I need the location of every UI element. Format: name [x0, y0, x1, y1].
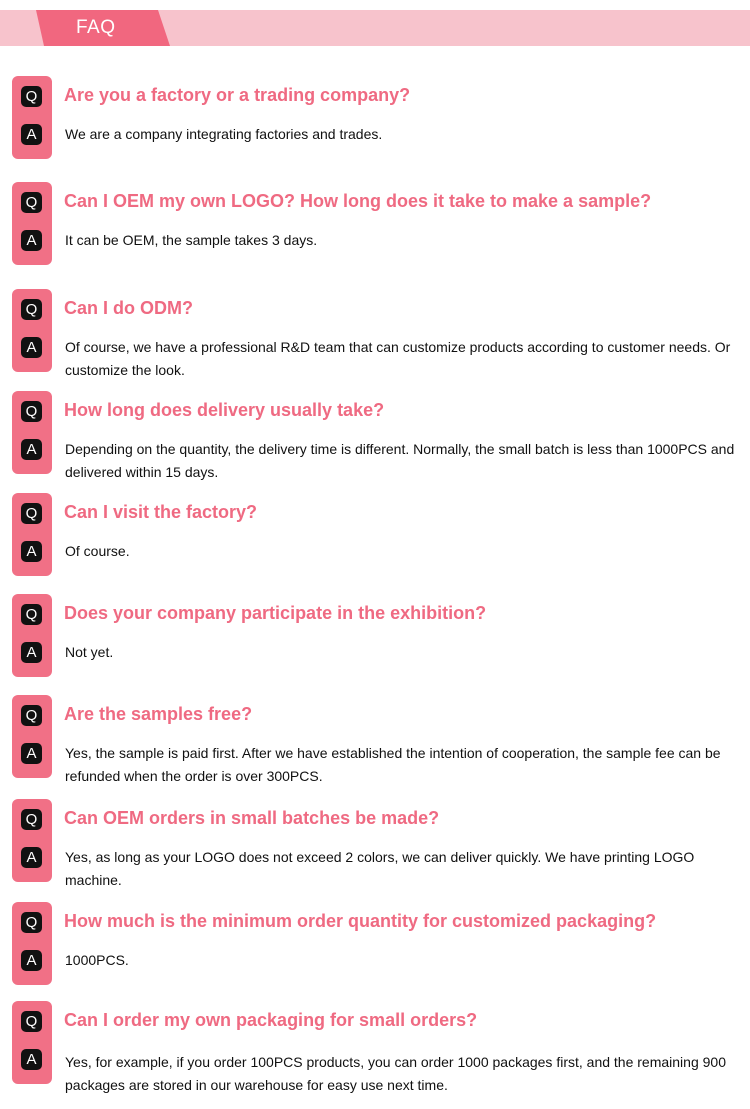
- q-icon: Q: [21, 503, 42, 524]
- faq-answer: 1000PCS.: [65, 952, 129, 968]
- faq-answer: It can be OEM, the sample takes 3 days.: [65, 232, 318, 248]
- a-icon: A: [21, 743, 42, 764]
- a-icon: A: [21, 439, 42, 460]
- faq-question: Are the samples free?: [64, 704, 253, 724]
- faq-answer: Of course, we have a professional R&D team that can customize products according to customer needs. Or customize the look.: [65, 339, 731, 378]
- faq-answer: We are a company integrating factories and trades.: [65, 126, 383, 142]
- q-icon: Q: [21, 299, 42, 320]
- faq-question: Can I OEM my own LOGO? How long does it take to make a sample?: [64, 191, 652, 211]
- q-icon: Q: [21, 192, 42, 213]
- q-icon: Q: [21, 705, 42, 726]
- faq-header-bar: [0, 10, 750, 46]
- q-icon: Q: [21, 1011, 42, 1032]
- qa-badge: [12, 902, 52, 985]
- qa-badge: [12, 695, 52, 778]
- faq-question: How long does delivery usually take?: [64, 400, 385, 420]
- a-icon: A: [21, 1049, 42, 1070]
- a-icon: A: [21, 124, 42, 145]
- faq-header-title: FAQ: [76, 17, 116, 38]
- qa-badge: [12, 1001, 52, 1084]
- faq-question: Are you a factory or a trading company?: [64, 85, 411, 105]
- faq-answer: Yes, as long as your LOGO does not exceed 2 colors, we can deliver quickly. We have printing LOGO machine.: [65, 849, 695, 888]
- qa-badge: [12, 594, 52, 677]
- faq-answer: Of course.: [65, 543, 130, 559]
- q-icon: Q: [21, 86, 42, 107]
- q-icon: Q: [21, 604, 42, 625]
- a-icon: A: [21, 950, 42, 971]
- faq-question: Can I order my own packaging for small orders?: [64, 1010, 478, 1030]
- q-icon: Q: [21, 912, 42, 933]
- a-icon: A: [21, 230, 42, 251]
- q-icon: Q: [21, 809, 42, 830]
- faq-answer: Not yet.: [65, 644, 114, 660]
- faq-question: Can I do ODM?: [64, 298, 193, 318]
- faq-answer: Depending on the quantity, the delivery time is different. Normally, the small batch is less than 1000PCS and delivered within 15 days.: [65, 441, 735, 480]
- a-icon: A: [21, 847, 42, 868]
- a-icon: A: [21, 337, 42, 358]
- faq-question: Does your company participate in the exhibition?: [64, 603, 487, 623]
- faq-question: Can OEM orders in small batches be made?: [64, 808, 440, 828]
- a-icon: A: [21, 541, 42, 562]
- faq-question: How much is the minimum order quantity for customized packaging?: [64, 911, 657, 931]
- qa-badge: [12, 391, 52, 474]
- q-icon: Q: [21, 401, 42, 422]
- qa-badge: [12, 799, 52, 882]
- qa-badge: [12, 289, 52, 372]
- qa-badge: [12, 493, 52, 576]
- a-icon: A: [21, 642, 42, 663]
- qa-badge: [12, 76, 52, 159]
- qa-badge: [12, 182, 52, 265]
- faq-question: Can I visit the factory?: [64, 502, 258, 522]
- faq-answer: Yes, the sample is paid first. After we have established the intention of cooperation, the sample fee can be refunded when the order is over 300PCS.: [65, 745, 721, 784]
- faq-answer: Yes, for example, if you order 100PCS products, you can order 1000 packages first, and the remaining 900 packages are stored in our warehouse for easy use next time.: [65, 1054, 726, 1093]
